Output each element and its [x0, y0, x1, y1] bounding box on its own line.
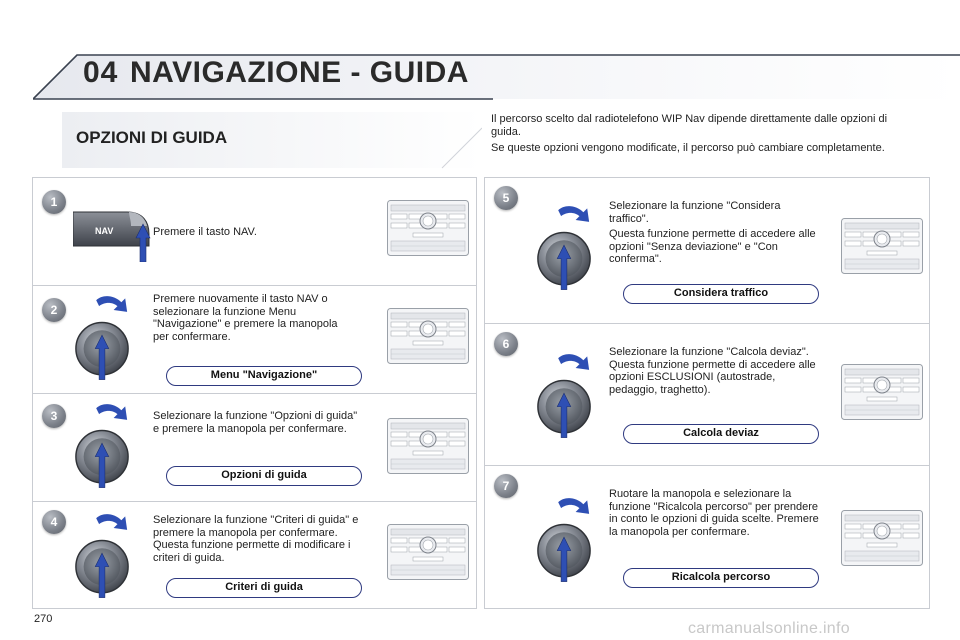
step-instruction — [153, 410, 358, 438]
step-row — [33, 178, 476, 286]
step-row — [485, 324, 929, 466]
step-paragraph: Selezionare la funzione "Opzioni di guida" e premere la manopola per confermare. — [153, 410, 358, 435]
steps-panel-left — [32, 177, 477, 609]
rotary-knob-icon — [535, 204, 593, 292]
step-row — [485, 466, 929, 610]
step-row — [33, 502, 476, 610]
rotary-knob-icon — [73, 512, 131, 600]
rotary-knob-icon — [535, 352, 593, 440]
nav-key-label: NAV — [95, 226, 114, 236]
intro-paragraph: Se queste opzioni vengono modificate, il percorso può cambiare completamente. — [491, 142, 885, 154]
step-paragraph: Ruotare la manopola e selezionare la funzione "Ricalcola percorso" per prendere in conto le opzioni di guida scelte. Premere la manopola per confermare. — [609, 488, 819, 538]
intro-text — [491, 113, 911, 159]
dashboard-illustration — [841, 218, 923, 274]
function-label-opzioni-di-guida[interactable]: Opzioni di guida — [166, 466, 362, 486]
step-instruction — [153, 293, 353, 346]
rotary-knob-icon — [73, 402, 131, 490]
step-number-badge: 5 — [494, 186, 518, 210]
step-paragraph: Selezionare la funzione "Criteri di guida" e premere la manopola per confermare. Questa funzione permette di modificare i criteri di guida. — [153, 514, 359, 564]
step-number-badge: 6 — [494, 332, 518, 356]
function-label-considera-traffico[interactable]: Considera traffico — [623, 284, 819, 304]
dashboard-illustration — [387, 200, 469, 256]
function-label-calcola-deviaz[interactable]: Calcola deviaz — [623, 424, 819, 444]
step-paragraph: Selezionare la funzione "Calcola deviaz". Questa funzione permette di accedere alle opzioni ESCLUSIONI (autostrade, pedaggio, traghetto). — [609, 346, 816, 396]
chapter-number: 04 — [83, 56, 119, 89]
step-instruction — [609, 488, 821, 541]
page-number: 270 — [34, 613, 53, 625]
dashboard-illustration — [387, 308, 469, 364]
step-paragraph: Premere il tasto NAV. — [153, 226, 257, 238]
step-row — [33, 394, 476, 502]
rotary-knob-icon — [73, 294, 131, 382]
nav-key-icon — [73, 204, 153, 262]
dashboard-illustration — [387, 524, 469, 580]
intro-paragraph: Il percorso scelto dal radiotelefono WIP Nav dipende direttamente dalle opzioni di guida. — [491, 113, 888, 138]
step-row — [33, 286, 476, 394]
watermark: carmanualsonline.info — [688, 620, 850, 637]
step-paragraph: Questa funzione permette di accedere alle opzioni "Senza deviazione" e "Con conferma". — [609, 228, 816, 265]
step-number-badge: 3 — [42, 404, 66, 428]
step-number-badge: 7 — [494, 474, 518, 498]
steps-panel-right — [484, 177, 930, 609]
rotary-knob-icon — [535, 496, 593, 584]
section-title: OPZIONI DI GUIDA — [76, 128, 228, 147]
step-instruction — [609, 346, 825, 399]
step-instruction — [153, 514, 369, 567]
function-label-menu-navigazione[interactable]: Menu "Navigazione" — [166, 366, 362, 386]
step-number-badge: 4 — [42, 510, 66, 534]
step-instruction — [153, 226, 363, 242]
chapter-title: NAVIGAZIONE - GUIDA — [130, 56, 469, 89]
dashboard-illustration — [841, 510, 923, 566]
function-label-ricalcola-percorso[interactable]: Ricalcola percorso — [623, 568, 819, 588]
dashboard-illustration — [841, 364, 923, 420]
step-paragraph: Premere nuovamente il tasto NAV o selezionare la funzione Menu "Navigazione" e premere la manopola per confermare. — [153, 293, 338, 343]
step-instruction — [609, 200, 819, 269]
step-number-badge: 1 — [42, 190, 66, 214]
step-paragraph: Selezionare la funzione "Considera traffico". — [609, 200, 781, 225]
function-label-criteri-di-guida[interactable]: Criteri di guida — [166, 578, 362, 598]
dashboard-illustration — [387, 418, 469, 474]
step-number-badge: 2 — [42, 298, 66, 322]
step-row — [485, 178, 929, 324]
